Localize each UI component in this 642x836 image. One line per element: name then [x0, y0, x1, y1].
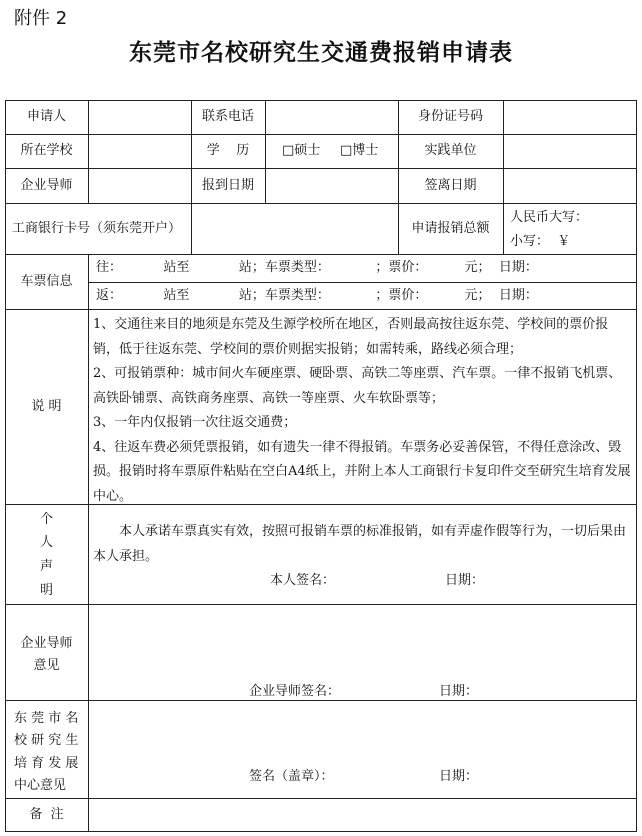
total-amount-label: 申请报销总额 [411, 221, 490, 236]
report-date-label: 报到日期 [201, 178, 254, 193]
declaration-text: 本人承诺车票真实有效，按照可报销车票的标准报销，如有弄虚作假等行为，一切后果由本人承担。 [93, 524, 627, 564]
table-border-left [5, 100, 6, 832]
school-label: 所在学校 [20, 143, 73, 158]
return-ticket-line: 返： 站至 站；车票类型： ；票价： 元； 日期： [96, 288, 538, 303]
mentor-label: 企业导师 [20, 178, 73, 193]
self-sign-label: 本人签名： [270, 573, 336, 588]
outbound-ticket-line: 往： 站至 站；车票类型： ；票价： 元； 日期： [96, 260, 538, 275]
mentor-opinion-label-line1: 企业导师 [20, 636, 73, 651]
note-item: 3、一年内仅报销一次往返交通费； [93, 415, 297, 430]
rmb-lowercase-label: 小写： ￥ [510, 234, 571, 249]
mentor-sign-label: 企业导师签名： [249, 684, 341, 699]
remarks-label: 备 注 [29, 807, 64, 822]
notes-label: 说 明 [31, 399, 62, 414]
table-row-divider [5, 798, 637, 799]
table-border-bottom [5, 831, 637, 832]
attachment-label: 附件 2 [14, 8, 68, 29]
table-row-divider [5, 309, 637, 310]
bank-card-label: 工商银行卡号（须东莞开户） [12, 221, 182, 236]
id-number-label: 身份证号码 [417, 109, 483, 124]
declaration-date-label: 日期： [445, 573, 485, 588]
rmb-uppercase-label: 人民币大写： [510, 210, 589, 225]
phd-checkbox[interactable]: □博士 [340, 143, 379, 158]
table-col-divider [88, 254, 89, 832]
applicant-label: 申请人 [26, 109, 66, 124]
table-col-divider [265, 100, 266, 204]
mentor-opinion-label-line2: 意见 [33, 658, 60, 673]
phone-label: 联系电话 [201, 109, 254, 124]
notes-text [93, 313, 631, 509]
table-row-divider [5, 700, 637, 701]
table-col-divider [503, 100, 504, 254]
note-item: 4、往返车费必须凭票报销，如有遗失一律不得报销。车票务必妥善保管，不得任意涂改、毁损。报销时将车票原件粘贴在空白A4纸上，并附上本人工商银行卡复印件交至研究生培育发展中心。 [93, 439, 631, 504]
practice-unit-label: 实践单位 [424, 143, 477, 158]
table-row-divider [5, 604, 637, 605]
center-date-label: 日期： [439, 769, 479, 784]
note-item: 1、交通往来目的地须是东莞及生源学校所在地区，否则最高按往返东莞、学校间的票价报销，低于往返东莞、学校间的票价则据实报销；如需转乘，路线必须合理； [93, 317, 609, 357]
table-row-divider [5, 254, 637, 255]
master-checkbox[interactable]: □硕士 [282, 143, 321, 158]
table-border-right [636, 100, 637, 832]
table-row-divider [5, 168, 637, 169]
table-border-top [5, 100, 637, 101]
degree-label: 学 历 [206, 143, 250, 158]
table-col-divider [88, 100, 89, 204]
mentor-date-label: 日期： [439, 684, 479, 699]
table-row-divider [5, 203, 637, 204]
table-row-divider [5, 134, 637, 135]
form-title: 东莞市名校研究生交通费报销申请表 [129, 39, 513, 66]
table-row-divider [88, 282, 637, 283]
ticket-info-label: 车票信息 [20, 274, 73, 289]
note-item: 2、可报销票种：城市间火车硬座票、硬卧票、高铁二等座票、汽车票。一律不报销飞机票、高铁卧铺票、高铁商务座票、高铁一等座票、火车软卧票等； [93, 366, 622, 406]
leave-date-label: 签离日期 [424, 178, 477, 193]
center-sign-label: 签名（盖章）： [249, 769, 334, 784]
